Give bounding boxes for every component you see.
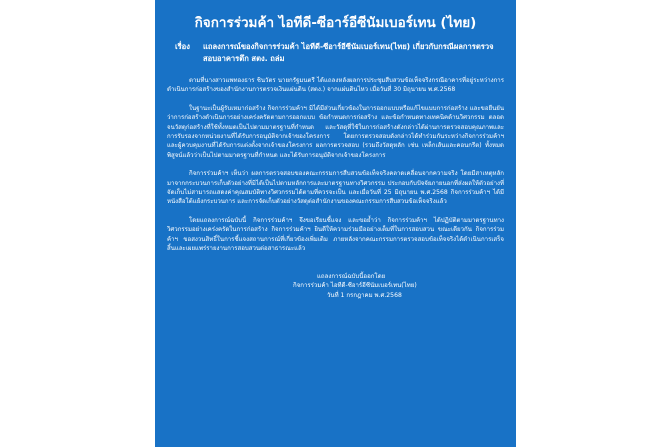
statement-title: กิจการร่วมค้า ไอทีดี-ซีอาร์อีซีนัมเบอร์เทน (ไทย) [194, 15, 477, 31]
subject-text: แถลงการณ์ของกิจการร่วมค้า ไอทีดี-ซีอาร์อีซีนัมเบอร์เทน(ไทย) เกี่ยวกับกรณีผลการตรวจสอบอาคารตึก สตง. ถล่ม [203, 42, 494, 63]
paragraph-4: โดยแถลงการณ์ฉบับนี้ กิจการร่วมค้าฯ จึงขอเรียนชี้แจง และขอย้ำว่า กิจการร่วมค้าฯ ได้ปฏิบัติตามมาตรฐานทางวิศวกรรมอย่างเคร่งครัดในการก่อสร้าง กิจการร่วมค้าฯ ยินดีให้ความร่วมมืออย่างเต็มที่ในการสอบสวน ขณะเดียวกัน กิจการร่วมค้าฯ ขอสงวนสิทธิ์ในการชี้แจงสถานการณ์ที่เกี่ยวข้องเพิ่มเติม ภายหลังจากคณะกรรมการตรวจสอบข้อเท็จจริงได้ดำเนินการเสร็จสิ้นและเผยแพร่รายงานการสอบสวนต่อสาธารณะแล้ว [167, 216, 504, 253]
signature-issued-by: แถลงการณ์ฉบับนี้ออกโดย [317, 272, 386, 280]
statement-panel [155, 0, 516, 447]
paragraph-3: กิจการร่วมค้าฯ เห็นว่า ผลการตรวจสอบของคณะกรรมการสืบสวนข้อเท็จจริงคลาดเคลื่อนจากความจริง โดยมีสาเหตุหลักมาจากกระบวนการเก็บตัวอย่างที่มิได้เป็นไปตามหลักการและมาตรฐานทางวิศวกรรม ประกอบกับปัจจัยภายนอกที่ส่งผลให้ตัวอย่างที่จัดเก็บไม่สามารถแสดงค่าคุณสมบัติทางวิศวกรรมได้ตามที่ควรจะเป็น และเมื่อวันที่ 25 มิถุนายน พ.ศ.2568 กิจการร่วมค้าฯ ได้มีหนังสือโต้แย้งกระบวนการ และการจัดเก็บตัวอย่างวัสดุต่อสำนักงานของคณะกรรมการสืบสวนข้อเท็จจริงแล้ว [167, 170, 504, 206]
signature-date: วันที่ 1 กรกฎาคม พ.ศ.2568 [327, 292, 402, 300]
paragraph-2: ในฐานะเป็นผู้รับเหมาก่อสร้าง กิจการร่วมค้าฯ มิได้มีส่วนเกี่ยวข้องในการออกแบบหรือแก้ไขแบบการก่อสร้าง และขอยืนยันว่าการก่อสร้างดำเนินการอย่างเคร่งครัดตามการออกแบบ ข้อกำหนดการก่อสร้าง และข้อกำหนดทางเทคนิคด้านวิศวกรรม ตลอดจนวัสดุก่อสร้างที่ใช้ทั้งหมดเป็นไปตามมาตรฐานที่กำหนด และวัสดุที่ใช้ในการก่อสร้างดังกล่าวได้ผ่านการตรวจสอบคุณภาพและการรับรองจากหน่วยงานที่ได้รับการอนุมัติจากเจ้าของโครงการ โดยการตรวจสอบดังกล่าวได้ทำร่วมกันระหว่างกิจการร่วมค้าฯ และผู้ควบคุมงานที่ได้รับการแต่งตั้งจากเจ้าของโครงการ ผลการตรวจสอบ (รวมถึงวัสดุหลัก เช่น เหล็กเส้นและคอนกรีต) ทั้งหมดพิสูจน์แล้วว่าเป็นไปตามมาตรฐานที่กำหนด และได้รับการอนุมัติจากเจ้าของโครงการ [167, 104, 504, 159]
subject-label: เรื่อง [175, 42, 190, 51]
paragraph-1: ตามที่นางสาวแพทองธาร ชินวัตร นายกรัฐมนตรี ได้แถลงหลังผลการประชุมสืบสวนข้อเท็จจริงกรณีอาคารที่อยู่ระหว่างการดำเนินการก่อสร้างของสำนักงานการตรวจเงินแผ่นดิน (สตง.) จากแผ่นดินไหว เมื่อวันที่ 30 มิถุนายน พ.ศ.2568 [167, 77, 504, 94]
signature-block [293, 272, 504, 301]
subject-row [167, 41, 504, 65]
signature-organization: กิจการร่วมค้า ไอทีดี-ซีอาร์อีซีนัมเบอร์เทน(ไทย) [293, 282, 417, 290]
